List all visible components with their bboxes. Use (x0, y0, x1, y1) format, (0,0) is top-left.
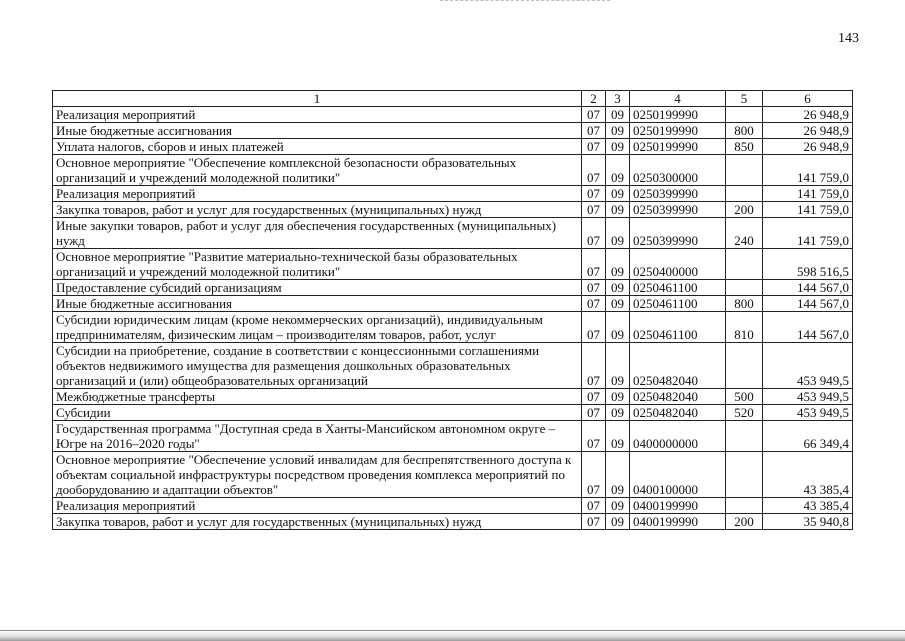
table-row (53, 421, 853, 452)
row-amount: 141 759,0 (763, 218, 853, 249)
row-target-code: 0250400000 (630, 249, 726, 280)
header-section: 2 (582, 91, 606, 107)
row-subsection: 09 (606, 452, 630, 498)
row-target-code: 0400000000 (630, 421, 726, 452)
row-amount: 26 948,9 (763, 123, 853, 139)
header-expense-type: 5 (726, 91, 763, 107)
row-subsection: 09 (606, 139, 630, 155)
table-row (53, 218, 853, 249)
row-expense-type: 850 (726, 139, 763, 155)
header-name: 1 (53, 91, 582, 107)
row-amount: 43 385,4 (763, 452, 853, 498)
row-section: 07 (582, 498, 606, 514)
table-row (53, 405, 853, 421)
row-subsection: 09 (606, 186, 630, 202)
row-target-code: 0250399990 (630, 202, 726, 218)
row-expense-type (726, 498, 763, 514)
row-target-code: 0250482040 (630, 405, 726, 421)
row-amount: 598 516,5 (763, 249, 853, 280)
row-expense-type: 800 (726, 123, 763, 139)
row-name: Субсидии на приобретение, создание в соответствии с концессионными соглашениями объектов недвижимого имущества для размещения дошкольных образовательных организаций и (или) общеобразовательных организаций (53, 343, 582, 389)
row-section: 07 (582, 405, 606, 421)
table-row (53, 296, 853, 312)
page-number: 143 (838, 31, 859, 46)
row-amount: 144 567,0 (763, 280, 853, 296)
header-subsection: 3 (606, 91, 630, 107)
row-name: Закупка товаров, работ и услуг для государственных (муниципальных) нужд (53, 202, 582, 218)
row-section: 07 (582, 280, 606, 296)
row-subsection: 09 (606, 296, 630, 312)
table-row (53, 249, 853, 280)
row-target-code: 0250482040 (630, 343, 726, 389)
row-expense-type (726, 421, 763, 452)
table-row (53, 123, 853, 139)
row-section: 07 (582, 514, 606, 530)
row-amount: 453 949,5 (763, 343, 853, 389)
row-name: Реализация мероприятий (53, 107, 582, 123)
row-name: Уплата налогов, сборов и иных платежей (53, 139, 582, 155)
row-name: Субсидии юридическим лицам (кроме некоммерческих организаций), индивидуальным предпринимателям, физическим лицам – производителям товаров, работ, услуг (53, 312, 582, 343)
row-name: Основное мероприятие "Обеспечение условий инвалидам для беспрепятственного доступа к объектам социальной инфраструктуры посредством проведения комплекса мероприятий по дооборудованию и адаптации объектов" (53, 452, 582, 498)
row-expense-type (726, 186, 763, 202)
row-subsection: 09 (606, 421, 630, 452)
row-section: 07 (582, 389, 606, 405)
header-row (53, 91, 853, 107)
row-section: 07 (582, 452, 606, 498)
row-target-code: 0250482040 (630, 389, 726, 405)
row-amount: 453 949,5 (763, 405, 853, 421)
row-target-code: 0250461100 (630, 296, 726, 312)
row-target-code: 0250461100 (630, 280, 726, 296)
table-row (53, 139, 853, 155)
table-row (53, 389, 853, 405)
row-name: Иные закупки товаров, работ и услуг для обеспечения государственных (муниципальных) нужд (53, 218, 582, 249)
row-name: Реализация мероприятий (53, 498, 582, 514)
row-section: 07 (582, 218, 606, 249)
row-section: 07 (582, 343, 606, 389)
row-amount: 144 567,0 (763, 296, 853, 312)
row-name: Иные бюджетные ассигнования (53, 296, 582, 312)
row-section: 07 (582, 155, 606, 186)
row-target-code: 0250199990 (630, 107, 726, 123)
row-name: Основное мероприятие "Обеспечение комплексной безопасности образовательных организаций и учреждений молодежной политики" (53, 155, 582, 186)
header-target-code: 4 (630, 91, 726, 107)
row-expense-type: 500 (726, 389, 763, 405)
table-row (53, 312, 853, 343)
row-section: 07 (582, 186, 606, 202)
table-row (53, 155, 853, 186)
row-expense-type (726, 249, 763, 280)
row-amount: 144 567,0 (763, 312, 853, 343)
row-amount: 453 949,5 (763, 389, 853, 405)
table-row (53, 343, 853, 389)
row-amount: 26 948,9 (763, 139, 853, 155)
scan-bottom-edge (0, 630, 905, 641)
row-subsection: 09 (606, 514, 630, 530)
row-subsection: 09 (606, 280, 630, 296)
table-row (53, 107, 853, 123)
row-subsection: 09 (606, 107, 630, 123)
row-expense-type (726, 343, 763, 389)
row-amount: 141 759,0 (763, 202, 853, 218)
row-expense-type: 200 (726, 202, 763, 218)
row-section: 07 (582, 139, 606, 155)
row-subsection: 09 (606, 405, 630, 421)
row-target-code: 0250399990 (630, 218, 726, 249)
row-target-code: 0250199990 (630, 139, 726, 155)
row-expense-type (726, 107, 763, 123)
row-target-code: 0400199990 (630, 498, 726, 514)
row-subsection: 09 (606, 312, 630, 343)
row-section: 07 (582, 249, 606, 280)
row-amount: 141 759,0 (763, 186, 853, 202)
row-target-code: 0400199990 (630, 514, 726, 530)
table-row (53, 280, 853, 296)
row-section: 07 (582, 202, 606, 218)
row-subsection: 09 (606, 389, 630, 405)
table-row (53, 186, 853, 202)
row-target-code: 0250300000 (630, 155, 726, 186)
row-amount: 43 385,4 (763, 498, 853, 514)
row-target-code: 0250199990 (630, 123, 726, 139)
row-expense-type (726, 155, 763, 186)
table-row (53, 202, 853, 218)
row-amount: 66 349,4 (763, 421, 853, 452)
header-amount: 6 (763, 91, 853, 107)
row-expense-type: 810 (726, 312, 763, 343)
row-name: Предоставление субсидий организациям (53, 280, 582, 296)
row-subsection: 09 (606, 249, 630, 280)
row-subsection: 09 (606, 343, 630, 389)
table-row (53, 514, 853, 530)
row-target-code: 0400100000 (630, 452, 726, 498)
row-target-code: 0250399990 (630, 186, 726, 202)
row-expense-type: 200 (726, 514, 763, 530)
row-name: Субсидии (53, 405, 582, 421)
row-target-code: 0250461100 (630, 312, 726, 343)
table-row (53, 498, 853, 514)
row-section: 07 (582, 107, 606, 123)
row-name: Государственная программа "Доступная среда в Ханты-Мансийском автономном округе – Югре на 2016–2020 годы" (53, 421, 582, 452)
row-section: 07 (582, 421, 606, 452)
row-name: Основное мероприятие "Развитие материально-технической базы образовательных организаций и учреждений молодежной политики" (53, 249, 582, 280)
row-amount: 35 940,8 (763, 514, 853, 530)
row-subsection: 09 (606, 155, 630, 186)
row-amount: 141 759,0 (763, 155, 853, 186)
row-expense-type (726, 452, 763, 498)
table-row (53, 452, 853, 498)
row-name: Реализация мероприятий (53, 186, 582, 202)
row-section: 07 (582, 123, 606, 139)
budget-table (52, 90, 853, 530)
row-section: 07 (582, 312, 606, 343)
row-section: 07 (582, 296, 606, 312)
scan-top-edge (440, 0, 610, 2)
row-name: Закупка товаров, работ и услуг для государственных (муниципальных) нужд (53, 514, 582, 530)
row-subsection: 09 (606, 202, 630, 218)
row-expense-type: 800 (726, 296, 763, 312)
row-expense-type: 520 (726, 405, 763, 421)
row-name: Межбюджетные трансферты (53, 389, 582, 405)
row-subsection: 09 (606, 498, 630, 514)
row-subsection: 09 (606, 123, 630, 139)
row-expense-type (726, 280, 763, 296)
row-name: Иные бюджетные ассигнования (53, 123, 582, 139)
row-subsection: 09 (606, 218, 630, 249)
row-expense-type: 240 (726, 218, 763, 249)
row-amount: 26 948,9 (763, 107, 853, 123)
